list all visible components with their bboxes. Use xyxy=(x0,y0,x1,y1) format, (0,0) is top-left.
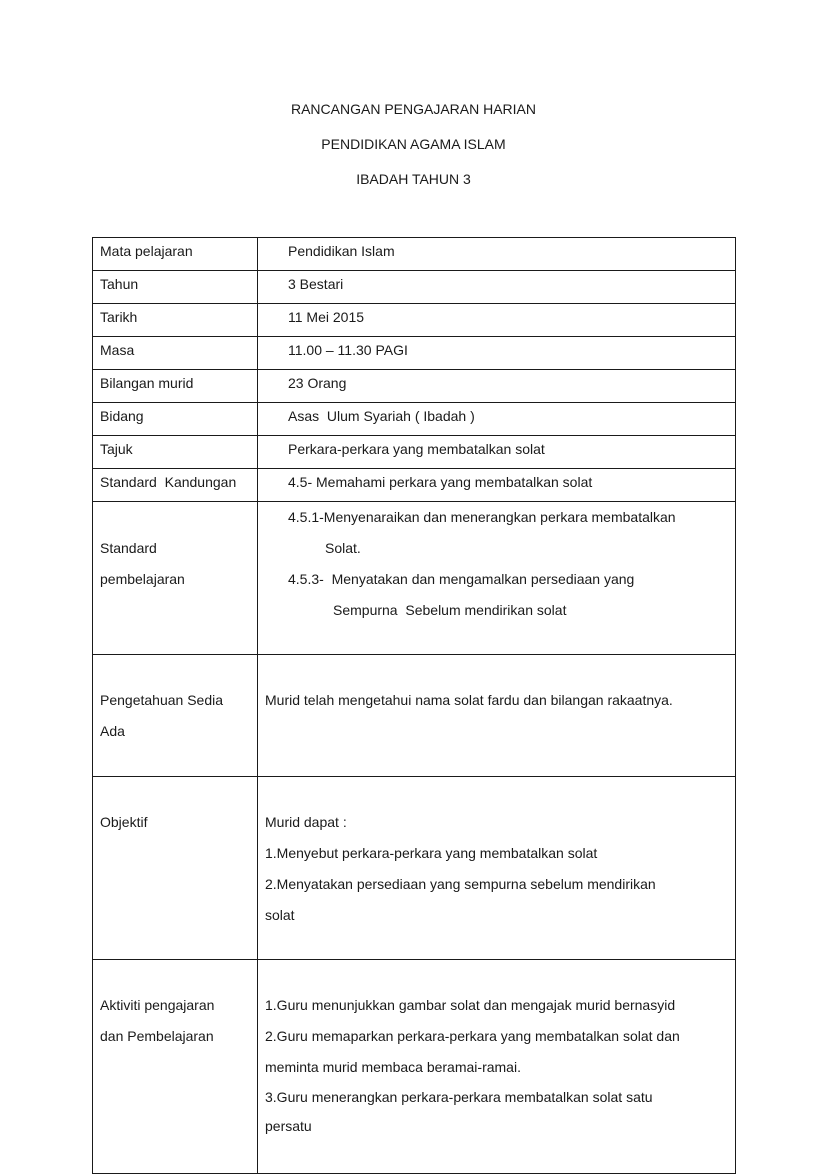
row-value: Pendidikan Islam xyxy=(258,238,736,271)
row-value: 3 Bestari xyxy=(258,271,736,304)
standard-line: Solat. xyxy=(325,540,361,556)
table-row-mata-pelajaran xyxy=(93,238,736,271)
activity-line: 2.Guru memaparkan perkara-perkara yang membatalkan solat dan xyxy=(265,1028,680,1044)
row-value: 23 Orang xyxy=(258,370,736,403)
table-row-tajuk xyxy=(93,436,736,469)
row-label: Standard Kandungan xyxy=(93,469,258,502)
row-label: Tajuk xyxy=(93,436,258,469)
activity-line: 3.Guru menerangkan perkara-perkara membatalkan solat satu xyxy=(265,1089,653,1105)
row-label-line: Standard xyxy=(100,540,157,556)
table-row-bidang xyxy=(93,403,736,436)
row-value xyxy=(258,502,736,655)
table-row-standard-kandungan xyxy=(93,469,736,502)
row-label xyxy=(93,777,258,960)
row-label-line: dan Pembelajaran xyxy=(100,1028,214,1044)
row-value: Asas Ulum Syariah ( Ibadah ) xyxy=(258,403,736,436)
row-label: Tarikh xyxy=(93,304,258,337)
table-row-tarikh xyxy=(93,304,736,337)
row-value xyxy=(258,655,736,777)
standard-line: Sempurna Sebelum mendirikan solat xyxy=(333,602,567,618)
row-label: Bidang xyxy=(93,403,258,436)
row-label-line: pembelajaran xyxy=(100,571,185,587)
activity-line: meminta murid membaca beramai-ramai. xyxy=(265,1059,521,1075)
row-label: Masa xyxy=(93,337,258,370)
table-row-bilangan-murid xyxy=(93,370,736,403)
row-label xyxy=(93,655,258,777)
value-line: Murid telah mengetahui nama solat fardu dan bilangan rakaatnya. xyxy=(265,692,673,708)
row-label-line: Pengetahuan Sedia xyxy=(100,692,223,708)
lesson-plan-table xyxy=(92,237,736,1174)
row-value xyxy=(258,960,736,1174)
row-label: Tahun xyxy=(93,271,258,304)
row-label-line: Ada xyxy=(100,723,125,739)
table-row-standard-pembelajaran xyxy=(93,502,736,655)
row-value: 11 Mei 2015 xyxy=(258,304,736,337)
row-label xyxy=(93,960,258,1174)
objective-line: solat xyxy=(265,907,295,923)
table-row-pengetahuan-sedia-ada xyxy=(93,655,736,777)
row-label xyxy=(93,502,258,655)
standard-line: 4.5.3- Menyatakan dan mengamalkan persediaan yang xyxy=(288,571,635,587)
row-label: Bilangan murid xyxy=(93,370,258,403)
row-label-line: Aktiviti pengajaran xyxy=(100,997,215,1013)
activity-line: 1.Guru menunjukkan gambar solat dan mengajak murid bernasyid xyxy=(265,997,676,1013)
standard-line: 4.5.1-Menyenaraikan dan menerangkan perkara membatalkan xyxy=(288,509,676,525)
document-topic: IBADAH TAHUN 3 xyxy=(356,171,471,187)
document-subject: PENDIDIKAN AGAMA ISLAM xyxy=(321,136,506,152)
row-label: Mata pelajaran xyxy=(93,238,258,271)
table-row-aktiviti xyxy=(93,960,736,1174)
row-label-line: Objektif xyxy=(100,814,148,830)
row-value: 11.00 – 11.30 PAGI xyxy=(258,337,736,370)
table-row-objektif xyxy=(93,777,736,960)
table-row-tahun xyxy=(93,271,736,304)
table-row-masa xyxy=(93,337,736,370)
objective-line: 1.Menyebut perkara-perkara yang membatalkan solat xyxy=(265,845,598,861)
objective-line: Murid dapat : xyxy=(265,814,347,830)
row-value: 4.5- Memahami perkara yang membatalkan solat xyxy=(258,469,736,502)
row-value: Perkara-perkara yang membatalkan solat xyxy=(258,436,736,469)
activity-line: persatu xyxy=(265,1118,312,1134)
objective-line: 2.Menyatakan persediaan yang sempurna sebelum mendirikan xyxy=(265,876,656,892)
document-title: RANCANGAN PENGAJARAN HARIAN xyxy=(290,101,537,117)
row-value xyxy=(258,777,736,960)
